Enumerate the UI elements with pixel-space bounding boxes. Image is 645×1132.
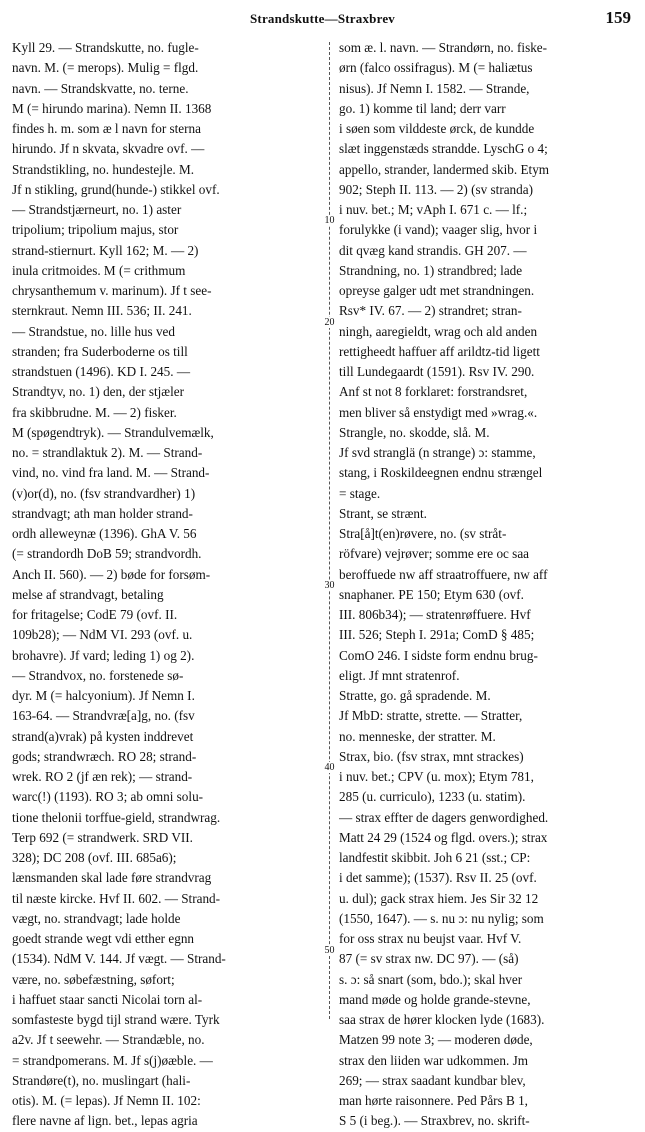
text-line: wrek. RO 2 (jf æn rek); — strand- bbox=[12, 769, 193, 784]
text-line: vind, no. vind fra land. M. — Strand- bbox=[12, 465, 210, 481]
text-line: Matzen 99 note 3; — moderen døde, bbox=[339, 1032, 533, 1048]
right-column bbox=[339, 38, 633, 1132]
text-line: 328); DC 208 (ovf. III. 685a6); bbox=[12, 850, 177, 865]
text-line: (1550, 1647). — s. nu ɔ: nu nylig; som bbox=[339, 910, 544, 926]
text-line: for fritagelse; CodE 79 (ovf. II. bbox=[12, 607, 178, 622]
text-line: goedt strande wegt vdi etther egnn bbox=[12, 931, 195, 946]
text-line: Jf n stikling, grund(hunde-) stikkel ovf. bbox=[12, 181, 220, 197]
text-line: tripolium; tripolium majus, stor bbox=[12, 222, 179, 238]
text-line: M (spøgendtryk). — Strandulvemælk, bbox=[12, 424, 214, 440]
text-line: 269; — strax saadant kundbar blev, bbox=[339, 1072, 526, 1088]
text-line: flere navne af lign. bet., lepas agria bbox=[12, 1113, 198, 1129]
text-line: strandstuen (1496). KD I. 245. — bbox=[12, 364, 191, 379]
text-line: i nuv. bet.; CPV (u. mox); Etym 781, bbox=[339, 769, 534, 784]
text-line: vægt, no. strandvagt; lade holde bbox=[12, 910, 181, 926]
text-line: S 5 (i beg.). — Straxbrev, no. skrift- bbox=[339, 1113, 530, 1129]
text-line: Strandning, no. 1) strandbred; lade bbox=[339, 262, 523, 278]
text-line: somfasteste bygd tijl strand wære. Tyrk bbox=[12, 1012, 220, 1027]
text-line: i det samme); (1537). Rsv II. 25 (ovf. bbox=[339, 870, 537, 886]
text-line: være, no. søbefæstning, søfort; bbox=[12, 971, 175, 987]
text-line: melse af strandvagt, betaling bbox=[12, 586, 164, 602]
text-line: landfestit skibbit. Joh 6 21 (sst.; CP: bbox=[339, 850, 531, 865]
text-line: Stratte, go. gå spradende. M. bbox=[339, 688, 491, 703]
text-line: Strandøre(t), no. muslingart (hali- bbox=[12, 1072, 191, 1088]
text-line: mand møde og holde grande-stevne, bbox=[339, 991, 531, 1007]
text-line: i nuv. bet.; M; vAph I. 671 c. — lf.; bbox=[339, 202, 528, 217]
text-line: eligt. Jf mnt stratenrof. bbox=[339, 667, 460, 683]
text-line: ningh, aaregieldt, wrag och ald anden bbox=[339, 323, 538, 339]
text-line: warc(!) (1193). RO 3; ab omni solu- bbox=[12, 789, 204, 805]
running-head: Strandskutte—Straxbrev bbox=[249, 11, 395, 26]
text-line: ordh alleweynæ (1396). GhA V. 56 bbox=[12, 526, 197, 541]
text-line: for oss strax nu beujst vaar. Hvf V. bbox=[339, 931, 522, 946]
text-line: fra skibbrudne. M. — 2) fisker. bbox=[12, 404, 177, 420]
line-number-50: 50 bbox=[320, 945, 339, 956]
text-line: a2v. Jf t seewehr. — Strandæble, no. bbox=[12, 1032, 205, 1048]
text-line: Jf svd stranglä (n strange) ɔ: stamme, bbox=[339, 445, 536, 460]
text-line: (= strandordh DoB 59; strandvordh. bbox=[12, 546, 202, 562]
text-line: = stage. bbox=[339, 485, 381, 501]
text-line: no. = strandlaktuk 2). M. — Strand- bbox=[12, 445, 203, 460]
text-line: III. 526; Steph I. 291a; ComD § 485; bbox=[339, 627, 535, 643]
text-line: — Strandvox, no. forstenede sø- bbox=[12, 667, 184, 683]
text-line: til næste kircke. Hvf II. 602. — Strand- bbox=[12, 890, 221, 906]
text-line: Rsv* IV. 67. — 2) strandret; stran- bbox=[339, 303, 522, 319]
text-line: (v)or(d), no. (fsv strandvardher) 1) bbox=[12, 485, 196, 501]
text-line: 87 (= sv strax nw. DC 97). — (så) bbox=[339, 951, 519, 967]
text-line: Strax, bio. (fsv strax, mnt strackes) bbox=[339, 748, 524, 764]
text-line: navn. M. (= merops). Mulig = flgd. bbox=[12, 60, 199, 76]
text-line: till Lundegaardt (1591). Rsv IV. 290. bbox=[339, 364, 535, 379]
text-line: beroffuede nw aff straatroffuere, nw aff bbox=[339, 566, 548, 582]
text-line: dyr. M (= halcyonium). Jf Nemn I. bbox=[12, 688, 195, 703]
column-divider bbox=[329, 42, 330, 1019]
text-line: 163-64. — Strandvræ[a]g, no. (fsv bbox=[12, 708, 195, 724]
text-line: III. 806b34); — stratenrøffuere. Hvf bbox=[339, 607, 531, 622]
line-number-20: 20 bbox=[320, 317, 339, 328]
text-line: som æ. l. navn. — Strandørn, no. fiske- bbox=[339, 40, 548, 55]
text-line: navn. — Strandskvatte, no. terne. bbox=[12, 80, 189, 96]
text-line: (1534). NdM V. 144. Jf vægt. — Strand- bbox=[12, 951, 226, 967]
line-number-10: 10 bbox=[320, 215, 339, 226]
text-line: strandvagt; ath man holder strand- bbox=[12, 505, 193, 521]
text-line: snaphaner. PE 150; Etym 630 (ovf. bbox=[339, 586, 524, 602]
text-line: Jf MbD: stratte, strette. — Stratter, bbox=[339, 708, 523, 724]
text-line: strax den liiden war udkommen. Jm bbox=[339, 1052, 528, 1068]
page-number: 159 bbox=[605, 8, 631, 27]
text-line: 285 (u. curriculo), 1233 (u. statim). bbox=[339, 789, 526, 805]
text-line: ComO 246. I sidste form endnu brug- bbox=[339, 647, 538, 663]
text-line: chrysanthemum v. marinum). Jf t see- bbox=[12, 283, 212, 298]
text-line: inula critmoides. M (= crithmum bbox=[12, 262, 186, 278]
text-line: 109b28); — NdM VI. 293 (ovf. u. bbox=[12, 627, 193, 643]
text-line: Kyll 29. — Strandskutte, no. fugle- bbox=[12, 40, 199, 55]
text-line: sternkraut. Nemn III. 536; II. 241. bbox=[12, 303, 192, 319]
text-line: appello, strander, landermed skib. Etym bbox=[339, 161, 550, 177]
text-line: opreyse galger udt met strandningen. bbox=[339, 283, 535, 298]
text-line: saa strax de hører klocken lyde (1683). bbox=[339, 1012, 545, 1027]
text-line: Anf st not 8 forklaret: forstrandsret, bbox=[339, 384, 528, 400]
text-line: lænsmanden skal lade føre strandvrag bbox=[12, 870, 212, 886]
text-line: brohavre). Jf vard; leding 1) og 2). bbox=[12, 647, 195, 663]
text-line: findes h. m. som æ l navn for sterna bbox=[12, 121, 201, 136]
text-line: Strandtyv, no. 1) den, der stjæler bbox=[12, 384, 185, 400]
text-line: go. 1) komme til land; derr varr bbox=[339, 100, 506, 116]
text-line: Anch II. 560). — 2) bøde for forsøm- bbox=[12, 566, 211, 582]
text-line: Strangle, no. skodde, slå. M. bbox=[339, 424, 490, 440]
text-line: Terp 692 (= strandwerk. SRD VII. bbox=[12, 829, 193, 845]
text-line: nisus). Jf Nemn I. 1582. — Strande, bbox=[339, 80, 530, 96]
text-line: men bliver så enstydigt med »wrag.«. bbox=[339, 404, 538, 420]
text-line: u. dul); gack strax hiem. Jes Sir 32 12 bbox=[339, 890, 539, 906]
text-line: Matt 24 29 (1524 og flgd. overs.); strax bbox=[339, 829, 548, 845]
text-line: i søen som vilddeste ørck, de kundde bbox=[339, 121, 535, 136]
text-line: röfvare) vejrøver; somme ere oc saa bbox=[339, 546, 530, 562]
text-line: M (= hirundo marina). Nemn II. 1368 bbox=[12, 100, 212, 116]
left-column bbox=[12, 38, 317, 1132]
line-number-30: 30 bbox=[320, 580, 339, 591]
text-line: dit qvæg kand strandis. GH 207. — bbox=[339, 242, 527, 258]
page-header bbox=[14, 8, 631, 30]
text-line: hirundo. Jf n skvata, skvadre ovf. — bbox=[12, 141, 205, 157]
text-line: strand-stiernurt. Kyll 162; M. — 2) bbox=[12, 242, 199, 258]
text-line: — Strandstue, no. lille hus ved bbox=[12, 323, 175, 339]
text-line: i haffuet staar sancti Nicolai torn al- bbox=[12, 991, 203, 1007]
text-line: Strandstikling, no. hundestejle. M. bbox=[12, 161, 195, 177]
text-line: tione thelonii torffue-gield, strandwrag. bbox=[12, 809, 221, 825]
text-line: — Strandstjærneurt, no. 1) aster bbox=[12, 202, 182, 217]
text-line: man hørte raisonnere. Ped Pårs B 1, bbox=[339, 1093, 528, 1108]
text-line: no. menneske, der stratter. M. bbox=[339, 728, 496, 744]
text-line: — strax effter de dagers genwordighed. bbox=[339, 809, 549, 825]
line-number-40: 40 bbox=[320, 762, 339, 773]
text-line: s. ɔ: så snart (som, bdo.); skal hver bbox=[339, 971, 523, 987]
text-line: stranden; fra Suderboderne os till bbox=[12, 343, 188, 359]
text-line: strand(a)vrak) på kysten inddrevet bbox=[12, 728, 194, 744]
text-line: 902; Steph II. 113. — 2) (sv stranda) bbox=[339, 181, 533, 197]
text-line: Stra[å]t(en)røvere, no. (sv stråt- bbox=[339, 526, 507, 541]
text-line: ørn (falco ossifragus). M (= haliætus bbox=[339, 60, 533, 76]
text-line: Strant, se strænt. bbox=[339, 505, 427, 521]
text-line: forulykke (i vand); vaager slig, hvor i bbox=[339, 222, 538, 238]
text-line: slæt inggenstæds strandde. LyschG o 4; bbox=[339, 141, 548, 157]
text-line: = strandpomerans. M. Jf s(j)øæble. — bbox=[12, 1052, 213, 1068]
text-line: stang, i Roskildeegnen endnu strængel bbox=[339, 465, 543, 481]
text-line: gods; strandwræch. RO 28; strand- bbox=[12, 748, 197, 764]
text-line: otis). M. (= lepas). Jf Nemn II. 102: bbox=[12, 1093, 201, 1108]
text-line: rettigheedt haffuer aff arildtz-tid ligett bbox=[339, 343, 540, 359]
